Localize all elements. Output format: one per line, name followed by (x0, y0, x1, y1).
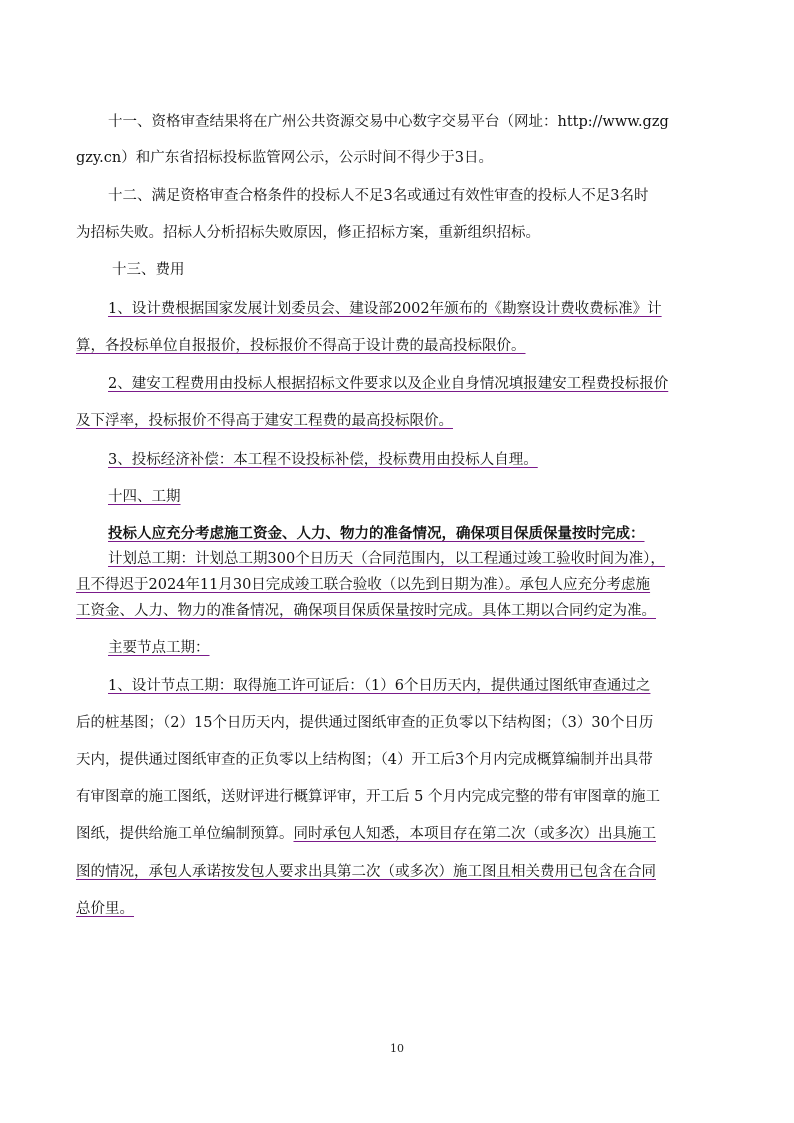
section-14-node-1-line-1 (108, 676, 718, 696)
section-14-nodes-heading (108, 638, 718, 658)
section-14-node-1-line-5 (76, 824, 718, 844)
section-14-node-1-text-2: 后的桩基图；（2）15个日历天内，提供通过图纸审查的正负零以下结构图；（3）30个日历 (76, 715, 654, 731)
section-12-line-2 (76, 223, 718, 243)
section-14-para-1-line-2 (76, 575, 718, 595)
section-11-line-2 (76, 148, 718, 168)
section-14-node-1-line-6 (76, 862, 718, 882)
section-14-para-1-text-2: 且不得迟于2024年11月30日完成竣工联合验收（以先到日期为准）。承包人应充分考虑施 (76, 577, 651, 593)
section-13-item-1-line-1 (108, 299, 718, 319)
section-14-node-1-text-7: 总价里。 (76, 901, 134, 917)
section-11-text-2: gzy.cn）和广东省招标投标监管网公示，公示时间不得少于3日。 (76, 150, 493, 166)
page-number: 10 (390, 1042, 404, 1055)
section-14-heading (108, 487, 718, 507)
section-12-text-2: 为招标失败。招标人分析招标失败原因，修正招标方案，重新组织招标。 (76, 225, 540, 241)
section-14-para-1-text-3: 工资金、人力、物力的准备情况，确保项目保质保量按时完成。具体工期以合同约定为准。 (76, 603, 656, 619)
section-13-heading (112, 260, 754, 280)
section-13-item-3-text: 3、投标经济补偿：本工程不设投标补偿，投标费用由投标人自理。 (108, 452, 538, 468)
section-14-node-1-line-4 (76, 787, 718, 807)
section-11-text-1: 十一、资格审查结果将在广州公共资源交易中心数字交易平台（网址：http://www.gzg (108, 114, 669, 130)
section-13-item-2-text-2: 及下浮率，投标报价不得高于建安工程费的最高投标限价。 (76, 413, 453, 429)
section-14-node-1-line-7 (76, 899, 718, 919)
section-14-node-1-text-3: 天内，提供通过图纸审查的正负零以上结构图；（4）开工后3个月内完成概算编制并出具带 (76, 752, 653, 768)
section-14-bold-line (108, 524, 718, 544)
section-13-item-2-line-2 (76, 411, 718, 431)
section-14-para-1-line-1 (108, 549, 718, 569)
section-13-item-2-text-1: 2、建安工程费用由投标人根据招标文件要求以及企业自身情况填报建安工程费投标报价 (108, 376, 669, 392)
section-14-node-1-text-6: 图的情况，承包人承诺按发包人要求出具第二次（或多次）施工图且相关费用已包含在合同 (76, 864, 656, 880)
section-13-item-1-line-2 (76, 336, 718, 356)
section-14-node-1-text-4: 有审图章的施工图纸，送财评进行概算评审，开工后 5 个月内完成完整的带有审图章的施工 (76, 789, 660, 805)
section-14-node-1-line-3 (76, 750, 718, 770)
section-12-text-1: 十二、满足资格审查合格条件的投标人不足3名或通过有效性审查的投标人不足3名时 (108, 188, 649, 204)
section-13-item-1-text-2: 算，各投标单位自报报价，投标报价不得高于设计费的最高投标限价。 (76, 338, 526, 354)
section-14-nodes-text: 主要节点工期： (108, 640, 210, 656)
section-13-heading-text: 十三、费用 (112, 262, 185, 278)
section-14-bold-text: 投标人应充分考虑施工资金、人力、物力的准备情况，确保项目保质保量按时完成： (108, 525, 645, 542)
section-14-node-1-text-5b: 同时承包人知悉，本项目存在第二次（或多次）出具施工 (293, 826, 656, 842)
section-13-item-3 (108, 450, 718, 470)
section-14-node-1-text-5a: 图纸，提供给施工单位编制预算。 (76, 826, 294, 842)
section-14-node-1-line-2 (76, 713, 718, 733)
section-14-node-1-text-1: 1、设计节点工期：取得施工许可证后：（1）6个日历天内，提供通过图纸审查通过之 (108, 678, 651, 694)
section-13-item-2-line-1 (108, 374, 718, 394)
section-12-line-1 (108, 186, 718, 206)
section-13-item-1-text-1: 1、设计费根据国家发展计划委员会、建设部2002年颁布的《勘察设计费收费标准》计 (108, 301, 662, 317)
section-14-para-1-text-1: 计划总工期：计划总工期300个日历天（合同范围内，以工程通过竣工验收时间为准）， (108, 551, 665, 567)
section-14-heading-text: 十四、工期 (108, 489, 181, 505)
section-14-para-1-line-3 (76, 601, 718, 621)
section-11-line-1 (108, 112, 718, 132)
